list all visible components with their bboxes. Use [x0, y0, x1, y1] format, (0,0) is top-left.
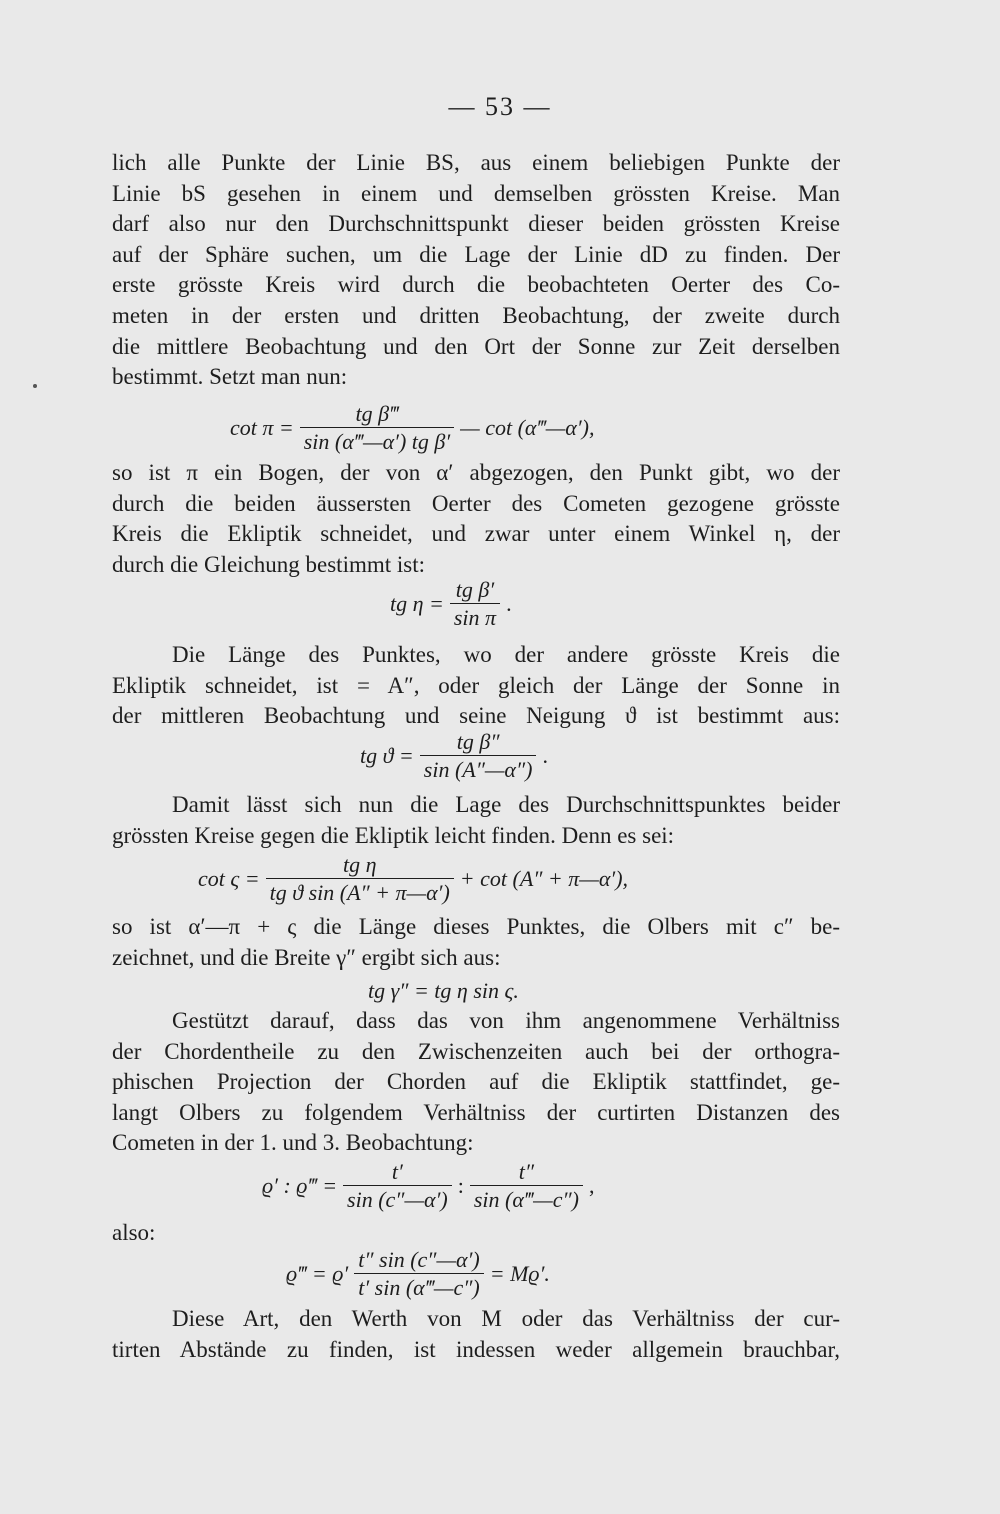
formula-rho-m	[286, 1248, 550, 1300]
denominator: sin (c″—α′)	[343, 1185, 452, 1212]
text-line: auf der Sphäre suchen, um die Lage der Linie dD zu finden. Der	[112, 241, 840, 267]
formula-rhs: ,	[588, 1173, 595, 1198]
paragraph-2	[112, 458, 840, 580]
text-line: durch die beiden äussersten Oerter des Cometen gezogene grösste	[112, 490, 840, 516]
text-line: lich alle Punkte der Linie BS, aus einem beliebigen Punkte der	[112, 150, 840, 175]
text-line: Damit lässt sich nun die Lage des Durchschnittspunktes beider	[172, 792, 840, 817]
formula-rhs: .	[506, 591, 512, 616]
text-line: der mittleren Beobachtung und seine Neigung ϑ ist bestimmt aus:	[112, 703, 840, 729]
formula-lhs: ϱ′ : ϱ‴ =	[262, 1173, 338, 1198]
text-line: so ist α′—π + ς die Länge dieses Punktes, die Olbers mit c″ be-	[112, 914, 840, 939]
text-line: phischen Projection der Chorden auf die Ekliptik stattfindet, ge-	[112, 1069, 840, 1095]
numerator: t′	[391, 1159, 403, 1184]
text-line: Cometen in der 1. und 3. Beobachtung:	[112, 1130, 474, 1156]
text-line: meten in der ersten und dritten Beobachtung, der zweite durch	[112, 302, 840, 328]
denominator: t′ sin (α‴—c″)	[354, 1273, 484, 1300]
fraction	[420, 730, 537, 782]
formula-lhs: tg ϑ =	[360, 743, 414, 768]
text-line: darf also nur den Durchschnittspunkt dieser beiden grössten Kreise	[112, 211, 840, 237]
denominator: sin (α‴—c″)	[470, 1185, 583, 1212]
formula-tg-eta	[390, 578, 512, 630]
formula-rhs: + cot (A″ + π—α′),	[459, 866, 629, 891]
text-line: Gestützt darauf, dass das von ihm angenommene Verhältniss	[172, 1008, 840, 1033]
denominator: sin (A″—α″)	[420, 755, 537, 782]
text-line: zeichnet, und die Breite γ″ ergibt sich aus:	[112, 944, 501, 970]
numerator: t″	[518, 1159, 535, 1184]
text-line: also:	[112, 1220, 156, 1245]
text-line: erste grösste Kreis wird durch die beobachteten Oerter des Co-	[112, 272, 840, 298]
text-line: grössten Kreise gegen die Ekliptik leicht finden. Denn es sei:	[112, 822, 675, 848]
formula-rhs: — cot (α‴—α′),	[460, 415, 595, 440]
numerator: tg β‴	[355, 401, 399, 426]
text-line: die mittlere Beobachtung und den Ort der Sonne zur Zeit derselben	[112, 333, 840, 359]
text-line: der Chordentheile zu den Zwischenzeiten auch bei der orthogra-	[112, 1038, 840, 1064]
paragraph-4	[112, 790, 840, 851]
denominator: sin π	[450, 603, 500, 630]
formula-lhs: tg η =	[390, 591, 444, 616]
formula-lhs: cot π =	[230, 415, 294, 440]
formula-lhs: cot ς =	[198, 866, 260, 891]
text-line: Linie bS gesehen in einem und demselben grössten Kreise. Man	[112, 180, 840, 206]
page-number: — 53 —	[448, 92, 552, 121]
text-line: Die Länge des Punktes, wo der andere grösste Kreis die	[172, 642, 840, 667]
text-line: Ekliptik schneidet, ist = A″, oder gleich der Länge der Sonne in	[112, 672, 840, 698]
fraction	[450, 578, 500, 630]
text-line: so ist π ein Bogen, der von α′ abgezogen, den Punkt gibt, wo der	[112, 460, 840, 485]
fraction	[300, 402, 454, 454]
text-line: durch die Gleichung bestimmt ist:	[112, 551, 426, 577]
text-line: bestimmt. Setzt man nun:	[112, 364, 348, 390]
paragraph-1	[112, 148, 840, 393]
numerator: tg η	[342, 852, 377, 877]
text-line: tirten Abstände zu finden, ist indessen weder allgemein brauchbar,	[112, 1336, 840, 1362]
text-line: Kreis die Ekliptik schneidet, und zwar unter einem Winkel η, der	[112, 521, 840, 547]
fraction	[343, 1160, 452, 1212]
fraction	[470, 1160, 583, 1212]
numerator: tg β″	[456, 729, 500, 754]
formula-tg-gamma	[368, 978, 519, 1004]
fraction	[354, 1248, 484, 1300]
formula-text: tg γ″ = tg η sin ς.	[368, 978, 519, 1003]
formula-lhs: ϱ‴ = ϱ′	[286, 1261, 349, 1286]
formula-rhs: .	[542, 743, 548, 768]
formula-rho-ratio	[262, 1160, 594, 1212]
fraction	[266, 853, 454, 905]
paragraph-5	[112, 912, 840, 973]
ratio-colon: :	[457, 1173, 464, 1198]
denominator: sin (α‴—α′) tg β′	[300, 427, 454, 454]
numerator: t″ sin (c″—α′)	[358, 1247, 480, 1272]
numerator: tg β′	[455, 577, 495, 602]
formula-rhs: = Mϱ′.	[489, 1261, 550, 1286]
text-line: Diese Art, den Werth von M oder das Verhältniss der cur-	[172, 1306, 840, 1331]
paragraph-7	[112, 1218, 840, 1249]
paragraph-6	[112, 1006, 840, 1159]
denominator: tg ϑ sin (A″ + π—α′)	[266, 878, 454, 905]
formula-cot-pi	[230, 402, 594, 454]
paragraph-3	[112, 640, 840, 732]
paragraph-8	[112, 1304, 840, 1365]
text-line: langt Olbers zu folgendem Verhältniss der curtirten Distanzen des	[112, 1099, 840, 1125]
formula-tg-theta	[360, 730, 548, 782]
margin-speck	[33, 384, 37, 388]
formula-cot-sigma	[198, 853, 628, 905]
